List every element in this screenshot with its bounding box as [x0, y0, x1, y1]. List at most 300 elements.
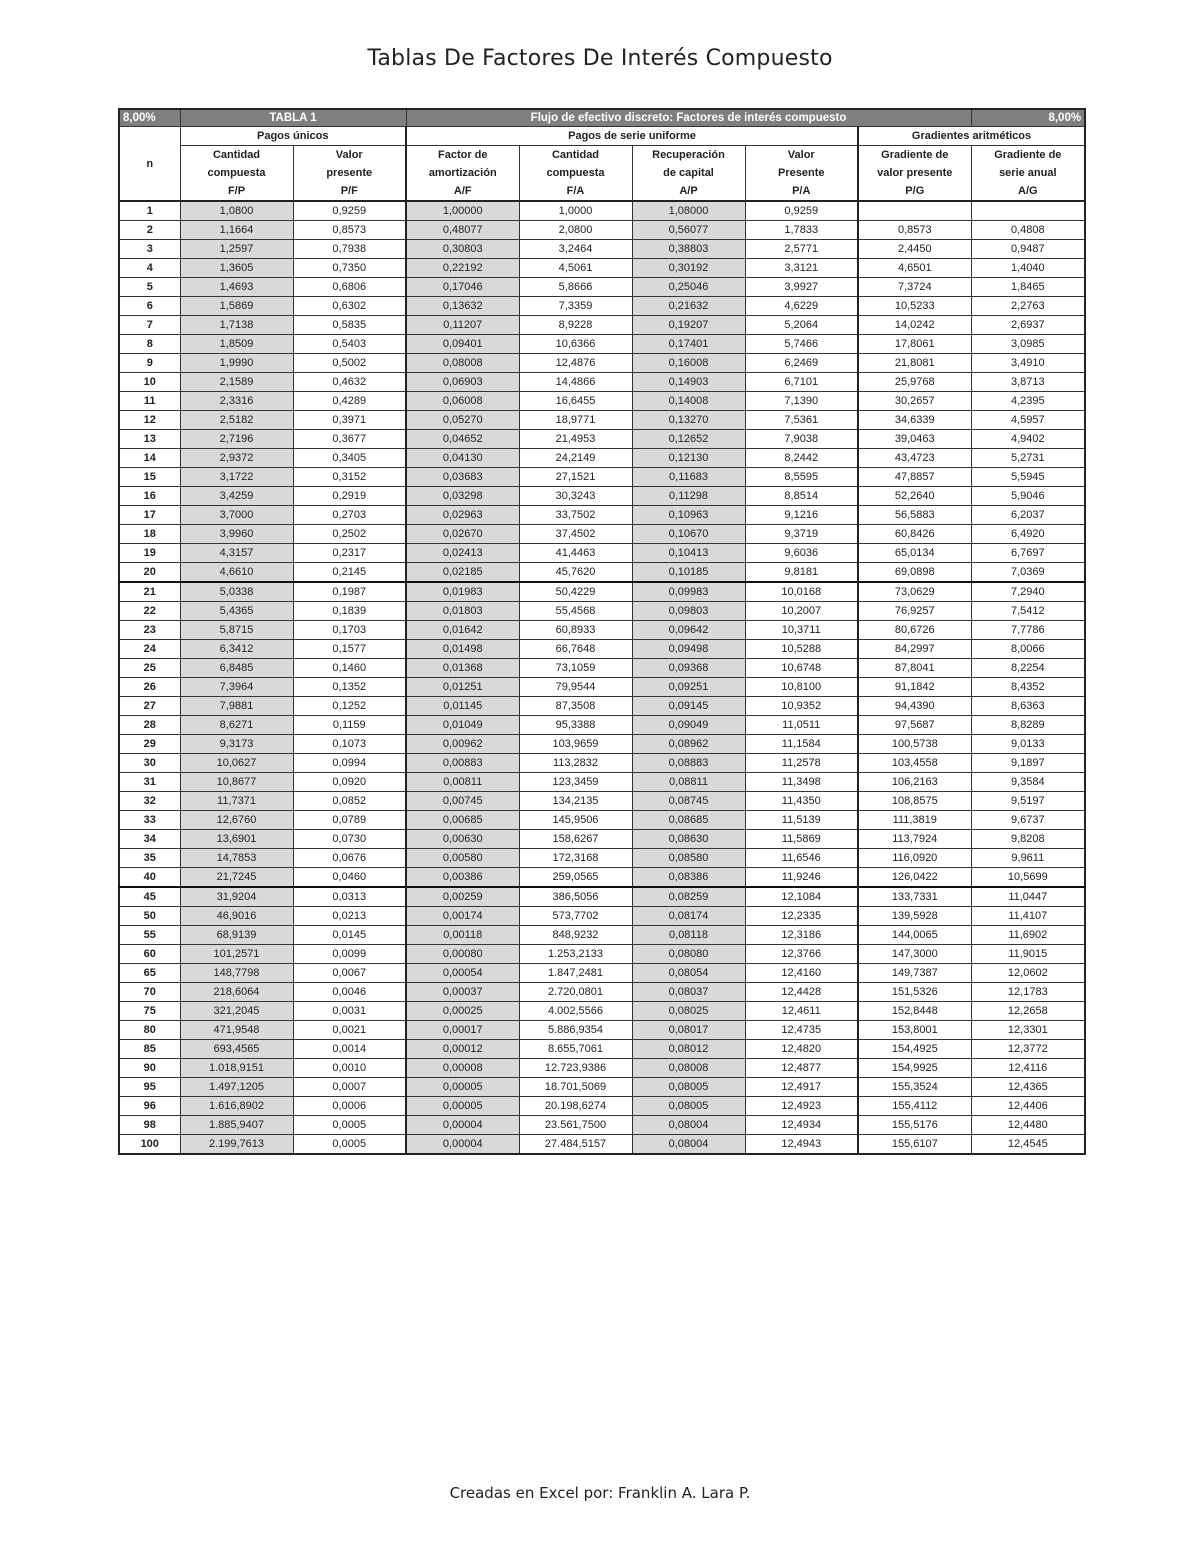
table-row	[119, 506, 1085, 525]
factor-cell-p-a: 6,2469	[745, 354, 858, 373]
factor-cell-p-g: 30,2657	[858, 392, 971, 411]
factor-cell-a-p: 0,21632	[632, 297, 745, 316]
factor-cell-a-p: 0,09803	[632, 602, 745, 621]
period-n-cell: 98	[119, 1116, 180, 1135]
factor-cell-p-g	[858, 201, 971, 221]
factor-cell-f-a: 573,7702	[519, 907, 632, 926]
factor-cell-p-f: 0,6302	[293, 297, 406, 316]
factor-cell-a-g: 12,4116	[971, 1059, 1085, 1078]
factor-cell-f-a: 27,1521	[519, 468, 632, 487]
factor-cell-p-f: 0,0031	[293, 1002, 406, 1021]
factor-cell-p-a: 6,7101	[745, 373, 858, 392]
factor-cell-f-a: 123,3459	[519, 773, 632, 792]
period-n-cell: 19	[119, 544, 180, 563]
factor-cell-f-p: 7,3964	[180, 678, 293, 697]
group-uniform-series: Pagos de serie uniforme	[406, 127, 858, 146]
table-row	[119, 411, 1085, 430]
period-n-cell: 31	[119, 773, 180, 792]
table-body	[119, 109, 1085, 1154]
factor-cell-a-f: 0,02963	[406, 506, 519, 525]
factor-cell-a-g: 12,3301	[971, 1021, 1085, 1040]
period-n-cell: 10	[119, 373, 180, 392]
factor-cell-a-f: 0,03683	[406, 468, 519, 487]
factor-cell-p-a: 10,2007	[745, 602, 858, 621]
factor-cell-a-g: 9,6737	[971, 811, 1085, 830]
factor-cell-p-a: 11,4350	[745, 792, 858, 811]
factor-cell-f-p: 68,9139	[180, 926, 293, 945]
group-single-payments: Pagos únicos	[180, 127, 406, 146]
factor-cell-p-g: 4,6501	[858, 259, 971, 278]
factor-cell-a-g: 9,1897	[971, 754, 1085, 773]
factor-cell-a-f: 0,00005	[406, 1097, 519, 1116]
factor-cell-a-p: 0,08054	[632, 964, 745, 983]
column-header-subtitle: presente	[293, 164, 406, 182]
table-row	[119, 945, 1085, 964]
period-n-cell: 12	[119, 411, 180, 430]
factor-cell-f-p: 8,6271	[180, 716, 293, 735]
factor-cell-a-f: 0,02670	[406, 525, 519, 544]
factor-cell-a-f: 0,01803	[406, 602, 519, 621]
factor-cell-p-a: 12,1084	[745, 887, 858, 907]
factor-cell-p-g: 7,3724	[858, 278, 971, 297]
factor-cell-a-f: 0,00174	[406, 907, 519, 926]
factor-cell-p-f: 0,0021	[293, 1021, 406, 1040]
factor-cell-p-g: 69,0898	[858, 563, 971, 583]
factor-cell-p-f: 0,0145	[293, 926, 406, 945]
period-n-cell: 22	[119, 602, 180, 621]
factor-cell-p-g: 60,8426	[858, 525, 971, 544]
column-header-subtitle: serie anual	[971, 164, 1085, 182]
factor-cell-f-a: 172,3168	[519, 849, 632, 868]
factor-cell-p-g: 84,2997	[858, 640, 971, 659]
factor-cell-a-f: 0,01368	[406, 659, 519, 678]
factor-cell-f-a: 4.002,5566	[519, 1002, 632, 1021]
factor-cell-a-f: 0,00118	[406, 926, 519, 945]
column-header-title: Recuperación	[632, 146, 745, 165]
factor-cell-f-p: 101,2571	[180, 945, 293, 964]
period-n-cell: 55	[119, 926, 180, 945]
factor-cell-p-g: 133,7331	[858, 887, 971, 907]
factor-cell-a-g: 11,6902	[971, 926, 1085, 945]
table-row	[119, 1078, 1085, 1097]
table-label: TABLA 1	[180, 109, 406, 127]
factor-cell-a-p: 0,09049	[632, 716, 745, 735]
factor-cell-p-f: 0,3152	[293, 468, 406, 487]
factor-cell-f-p: 31,9204	[180, 887, 293, 907]
period-n-cell: 13	[119, 430, 180, 449]
factor-cell-p-a: 11,0511	[745, 716, 858, 735]
column-header-code: F/A	[519, 182, 632, 201]
factor-cell-p-g: 34,6339	[858, 411, 971, 430]
factor-cell-p-f: 0,5002	[293, 354, 406, 373]
factor-cell-f-a: 8.655,7061	[519, 1040, 632, 1059]
factor-cell-f-a: 5.886,9354	[519, 1021, 632, 1040]
factor-cell-p-f: 0,2145	[293, 563, 406, 583]
factor-cell-a-g	[971, 201, 1085, 221]
factor-cell-f-p: 12,6760	[180, 811, 293, 830]
factor-cell-a-g: 8,8289	[971, 716, 1085, 735]
factor-cell-f-a: 87,3508	[519, 697, 632, 716]
period-n-cell: 100	[119, 1135, 180, 1155]
factor-cell-a-g: 4,5957	[971, 411, 1085, 430]
factor-cell-a-f: 0,00017	[406, 1021, 519, 1040]
factor-cell-p-a: 4,6229	[745, 297, 858, 316]
factor-cell-a-f: 0,00630	[406, 830, 519, 849]
factor-cell-f-p: 2,9372	[180, 449, 293, 468]
factor-cell-p-a: 8,5595	[745, 468, 858, 487]
factor-cell-a-p: 0,08118	[632, 926, 745, 945]
page-title: Tablas De Factores De Interés Compuesto	[367, 46, 833, 71]
table-row	[119, 716, 1085, 735]
factor-cell-p-a: 11,1584	[745, 735, 858, 754]
factor-cell-f-p: 3,7000	[180, 506, 293, 525]
table-row	[119, 544, 1085, 563]
factor-cell-a-f: 0,02413	[406, 544, 519, 563]
factor-cell-p-g: 39,0463	[858, 430, 971, 449]
table-row	[119, 373, 1085, 392]
table-row	[119, 1040, 1085, 1059]
period-n-cell: 90	[119, 1059, 180, 1078]
factor-cell-p-a: 3,3121	[745, 259, 858, 278]
factor-cell-a-p: 0,08174	[632, 907, 745, 926]
factor-cell-p-f: 0,2703	[293, 506, 406, 525]
factor-cell-a-g: 1,8465	[971, 278, 1085, 297]
factor-cell-p-f: 0,4632	[293, 373, 406, 392]
factor-cell-a-g: 12,0602	[971, 964, 1085, 983]
factor-cell-a-g: 1,4040	[971, 259, 1085, 278]
group-header-row	[119, 127, 1085, 146]
factor-cell-p-a: 1,7833	[745, 221, 858, 240]
period-n-cell: 2	[119, 221, 180, 240]
factor-cell-p-a: 12,4917	[745, 1078, 858, 1097]
factor-cell-f-p: 3,4259	[180, 487, 293, 506]
factor-cell-a-p: 0,14903	[632, 373, 745, 392]
period-n-cell: 35	[119, 849, 180, 868]
factor-cell-a-f: 0,01049	[406, 716, 519, 735]
factor-cell-a-p: 0,08012	[632, 1040, 745, 1059]
factor-cell-p-g: 94,4390	[858, 697, 971, 716]
table-row	[119, 392, 1085, 411]
interest-factor-table	[118, 108, 1086, 1155]
factor-cell-p-g: 116,0920	[858, 849, 971, 868]
factor-cell-p-f: 0,0213	[293, 907, 406, 926]
table-row	[119, 887, 1085, 907]
factor-cell-p-f: 0,6806	[293, 278, 406, 297]
period-n-cell: 85	[119, 1040, 180, 1059]
factor-cell-f-p: 1,4693	[180, 278, 293, 297]
factor-cell-f-a: 113,2832	[519, 754, 632, 773]
factor-cell-f-p: 14,7853	[180, 849, 293, 868]
factor-cell-f-a: 145,9506	[519, 811, 632, 830]
table-row	[119, 659, 1085, 678]
factor-cell-p-a: 12,4923	[745, 1097, 858, 1116]
factor-cell-f-a: 66,7648	[519, 640, 632, 659]
period-n-cell: 15	[119, 468, 180, 487]
factor-cell-p-f: 0,1987	[293, 582, 406, 602]
factor-cell-f-p: 1,3605	[180, 259, 293, 278]
factor-cell-a-p: 0,10670	[632, 525, 745, 544]
factor-cell-f-a: 1.847,2481	[519, 964, 632, 983]
factor-cell-a-p: 0,17401	[632, 335, 745, 354]
factor-cell-a-f: 0,05270	[406, 411, 519, 430]
factor-cell-p-g: 91,1842	[858, 678, 971, 697]
factor-cell-f-p: 5,8715	[180, 621, 293, 640]
factor-cell-f-p: 11,7371	[180, 792, 293, 811]
table-row	[119, 1059, 1085, 1078]
factor-cell-a-f: 0,02185	[406, 563, 519, 583]
period-n-cell: 33	[119, 811, 180, 830]
factor-cell-p-a: 12,3766	[745, 945, 858, 964]
factor-cell-a-f: 0,03298	[406, 487, 519, 506]
factor-cell-p-g: 149,7387	[858, 964, 971, 983]
factor-cell-p-g: 151,5326	[858, 983, 971, 1002]
factor-cell-p-a: 11,3498	[745, 773, 858, 792]
factor-cell-f-a: 103,9659	[519, 735, 632, 754]
table-row	[119, 525, 1085, 544]
factor-cell-p-g: 0,8573	[858, 221, 971, 240]
factor-cell-p-f: 0,0014	[293, 1040, 406, 1059]
factor-cell-f-p: 2.199,7613	[180, 1135, 293, 1155]
column-header-title: Valor	[293, 146, 406, 165]
factor-cell-f-p: 4,3157	[180, 544, 293, 563]
factor-cell-a-f: 0,00004	[406, 1116, 519, 1135]
column-header-code: A/G	[971, 182, 1085, 201]
factor-cell-a-f: 0,01251	[406, 678, 519, 697]
factor-cell-p-g: 73,0629	[858, 582, 971, 602]
factor-cell-p-g: 2,4450	[858, 240, 971, 259]
factor-cell-f-p: 148,7798	[180, 964, 293, 983]
factor-cell-f-a: 259,0565	[519, 868, 632, 888]
factor-cell-f-a: 41,4463	[519, 544, 632, 563]
factor-cell-f-a: 14,4866	[519, 373, 632, 392]
table-row	[119, 754, 1085, 773]
factor-cell-p-f: 0,7938	[293, 240, 406, 259]
factor-cell-p-f: 0,0994	[293, 754, 406, 773]
factor-cell-p-f: 0,0010	[293, 1059, 406, 1078]
factor-cell-a-g: 9,9611	[971, 849, 1085, 868]
factor-cell-p-a: 12,4428	[745, 983, 858, 1002]
factor-cell-p-g: 103,4558	[858, 754, 971, 773]
factor-cell-a-p: 0,08580	[632, 849, 745, 868]
factor-cell-a-g: 2,2763	[971, 297, 1085, 316]
factor-cell-p-a: 11,5869	[745, 830, 858, 849]
factor-cell-a-f: 0,00745	[406, 792, 519, 811]
period-n-cell: 26	[119, 678, 180, 697]
factor-cell-a-p: 0,08630	[632, 830, 745, 849]
factor-cell-a-p: 1,08000	[632, 201, 745, 221]
column-header-title: Gradiente de	[858, 146, 971, 165]
factor-cell-a-p: 0,09983	[632, 582, 745, 602]
period-n-cell: 7	[119, 316, 180, 335]
factor-cell-p-f: 0,0730	[293, 830, 406, 849]
table-row	[119, 297, 1085, 316]
table-row	[119, 907, 1085, 926]
factor-cell-a-p: 0,19207	[632, 316, 745, 335]
factor-cell-a-p: 0,10185	[632, 563, 745, 583]
factor-cell-p-g: 139,5928	[858, 907, 971, 926]
factor-cell-a-p: 0,08005	[632, 1078, 745, 1097]
factor-cell-p-f: 0,0789	[293, 811, 406, 830]
factor-cell-p-a: 10,8100	[745, 678, 858, 697]
factor-cell-a-g: 6,2037	[971, 506, 1085, 525]
factor-cell-a-g: 7,0369	[971, 563, 1085, 583]
factor-cell-a-f: 0,00883	[406, 754, 519, 773]
table-row	[119, 678, 1085, 697]
factor-cell-f-p: 1,7138	[180, 316, 293, 335]
factor-cell-a-f: 0,00580	[406, 849, 519, 868]
n-header: n	[119, 127, 180, 202]
factor-cell-a-g: 5,2731	[971, 449, 1085, 468]
factor-cell-a-g: 8,6363	[971, 697, 1085, 716]
column-header-code	[119, 182, 1085, 201]
factor-cell-a-f: 0,00005	[406, 1078, 519, 1097]
factor-cell-a-f: 0,01642	[406, 621, 519, 640]
factor-cell-a-g: 12,3772	[971, 1040, 1085, 1059]
factor-cell-p-g: 21,8081	[858, 354, 971, 373]
factor-cell-a-p: 0,14008	[632, 392, 745, 411]
factor-cell-p-f: 0,4289	[293, 392, 406, 411]
factor-cell-p-g: 100,5738	[858, 735, 971, 754]
factor-cell-p-f: 0,0460	[293, 868, 406, 888]
factor-cell-a-g: 4,9402	[971, 430, 1085, 449]
period-n-cell: 17	[119, 506, 180, 525]
factor-cell-p-a: 11,6546	[745, 849, 858, 868]
factor-cell-a-g: 11,0447	[971, 887, 1085, 907]
factor-cell-f-a: 23.561,7500	[519, 1116, 632, 1135]
factor-cell-a-g: 0,4808	[971, 221, 1085, 240]
factor-cell-f-a: 848,9232	[519, 926, 632, 945]
factor-cell-a-p: 0,09145	[632, 697, 745, 716]
factor-cell-a-g: 12,4480	[971, 1116, 1085, 1135]
factor-cell-a-g: 6,7697	[971, 544, 1085, 563]
factor-cell-a-p: 0,11298	[632, 487, 745, 506]
factor-cell-p-g: 14,0242	[858, 316, 971, 335]
factor-cell-f-p: 1,2597	[180, 240, 293, 259]
column-header-title: Cantidad	[519, 146, 632, 165]
factor-cell-p-g: 47,8857	[858, 468, 971, 487]
factor-cell-a-p: 0,38803	[632, 240, 745, 259]
factor-cell-p-f: 0,8573	[293, 221, 406, 240]
factor-cell-p-g: 97,5687	[858, 716, 971, 735]
factor-cell-p-a: 12,4820	[745, 1040, 858, 1059]
table-row	[119, 792, 1085, 811]
factor-cell-p-f: 0,0067	[293, 964, 406, 983]
column-header-line2	[119, 164, 1085, 182]
factor-cell-a-p: 0,08685	[632, 811, 745, 830]
factor-cell-f-p: 471,9548	[180, 1021, 293, 1040]
column-header-title: Cantidad	[180, 146, 293, 165]
factor-cell-f-a: 8,9228	[519, 316, 632, 335]
factor-cell-p-g: 155,3524	[858, 1078, 971, 1097]
factor-cell-p-f: 0,0920	[293, 773, 406, 792]
column-header-code: F/P	[180, 182, 293, 201]
factor-cell-p-a: 12,4934	[745, 1116, 858, 1135]
period-n-cell: 1	[119, 201, 180, 221]
factor-cell-p-g: 52,2640	[858, 487, 971, 506]
factor-cell-p-g: 80,6726	[858, 621, 971, 640]
period-n-cell: 9	[119, 354, 180, 373]
period-n-cell: 70	[119, 983, 180, 1002]
period-n-cell: 28	[119, 716, 180, 735]
rate-left: 8,00%	[119, 109, 180, 127]
table-row	[119, 735, 1085, 754]
factor-cell-f-a: 18.701,5069	[519, 1078, 632, 1097]
factor-cell-f-a: 20.198,6274	[519, 1097, 632, 1116]
factor-cell-f-a: 37,4502	[519, 525, 632, 544]
period-n-cell: 24	[119, 640, 180, 659]
table-row	[119, 240, 1085, 259]
factor-cell-f-a: 7,3359	[519, 297, 632, 316]
factor-cell-a-f: 1,00000	[406, 201, 519, 221]
table-row	[119, 868, 1085, 888]
factor-cell-f-p: 6,8485	[180, 659, 293, 678]
factor-cell-a-p: 0,08080	[632, 945, 745, 964]
factor-cell-f-a: 4,5061	[519, 259, 632, 278]
factor-cell-a-p: 0,08004	[632, 1116, 745, 1135]
column-header-line1	[119, 146, 1085, 165]
factor-cell-f-p: 1,9990	[180, 354, 293, 373]
factor-cell-a-p: 0,08008	[632, 1059, 745, 1078]
factor-cell-a-f: 0,48077	[406, 221, 519, 240]
factor-cell-f-p: 7,9881	[180, 697, 293, 716]
factor-cell-p-f: 0,2502	[293, 525, 406, 544]
factor-cell-p-a: 12,3186	[745, 926, 858, 945]
factor-cell-a-f: 0,30803	[406, 240, 519, 259]
factor-cell-f-a: 73,1059	[519, 659, 632, 678]
table-row	[119, 430, 1085, 449]
factor-cell-p-f: 0,0007	[293, 1078, 406, 1097]
factor-cell-f-a: 12.723,9386	[519, 1059, 632, 1078]
factor-cell-a-g: 9,3584	[971, 773, 1085, 792]
factor-cell-a-f: 0,13632	[406, 297, 519, 316]
table-row	[119, 1116, 1085, 1135]
factor-cell-a-f: 0,17046	[406, 278, 519, 297]
factor-cell-p-a: 12,4160	[745, 964, 858, 983]
factor-cell-a-p: 0,16008	[632, 354, 745, 373]
factor-cell-a-p: 0,12130	[632, 449, 745, 468]
factor-cell-f-a: 95,3388	[519, 716, 632, 735]
factor-cell-f-p: 218,6064	[180, 983, 293, 1002]
factor-cell-a-f: 0,00386	[406, 868, 519, 888]
factor-cell-a-f: 0,01145	[406, 697, 519, 716]
factor-cell-p-g: 65,0134	[858, 544, 971, 563]
table-row	[119, 487, 1085, 506]
factor-cell-p-g: 10,5233	[858, 297, 971, 316]
factor-cell-p-g: 152,8448	[858, 1002, 971, 1021]
factor-cell-p-f: 0,0099	[293, 945, 406, 964]
factor-cell-f-a: 10,6366	[519, 335, 632, 354]
factor-cell-a-f: 0,04652	[406, 430, 519, 449]
period-n-cell: 20	[119, 563, 180, 583]
factor-cell-a-p: 0,08004	[632, 1135, 745, 1155]
factor-cell-p-f: 0,0005	[293, 1135, 406, 1155]
factor-cell-a-f: 0,06008	[406, 392, 519, 411]
factor-cell-f-a: 50,4229	[519, 582, 632, 602]
period-n-cell: 4	[119, 259, 180, 278]
factor-cell-f-a: 1,0000	[519, 201, 632, 221]
factor-cell-p-g: 126,0422	[858, 868, 971, 888]
period-n-cell: 50	[119, 907, 180, 926]
factor-cell-a-g: 6,4920	[971, 525, 1085, 544]
table-row	[119, 278, 1085, 297]
factor-cell-a-g: 12,4406	[971, 1097, 1085, 1116]
period-n-cell: 18	[119, 525, 180, 544]
period-n-cell: 80	[119, 1021, 180, 1040]
factor-cell-a-f: 0,00012	[406, 1040, 519, 1059]
factor-cell-p-g: 154,9925	[858, 1059, 971, 1078]
factor-cell-f-p: 1.018,9151	[180, 1059, 293, 1078]
factor-cell-p-a: 5,7466	[745, 335, 858, 354]
